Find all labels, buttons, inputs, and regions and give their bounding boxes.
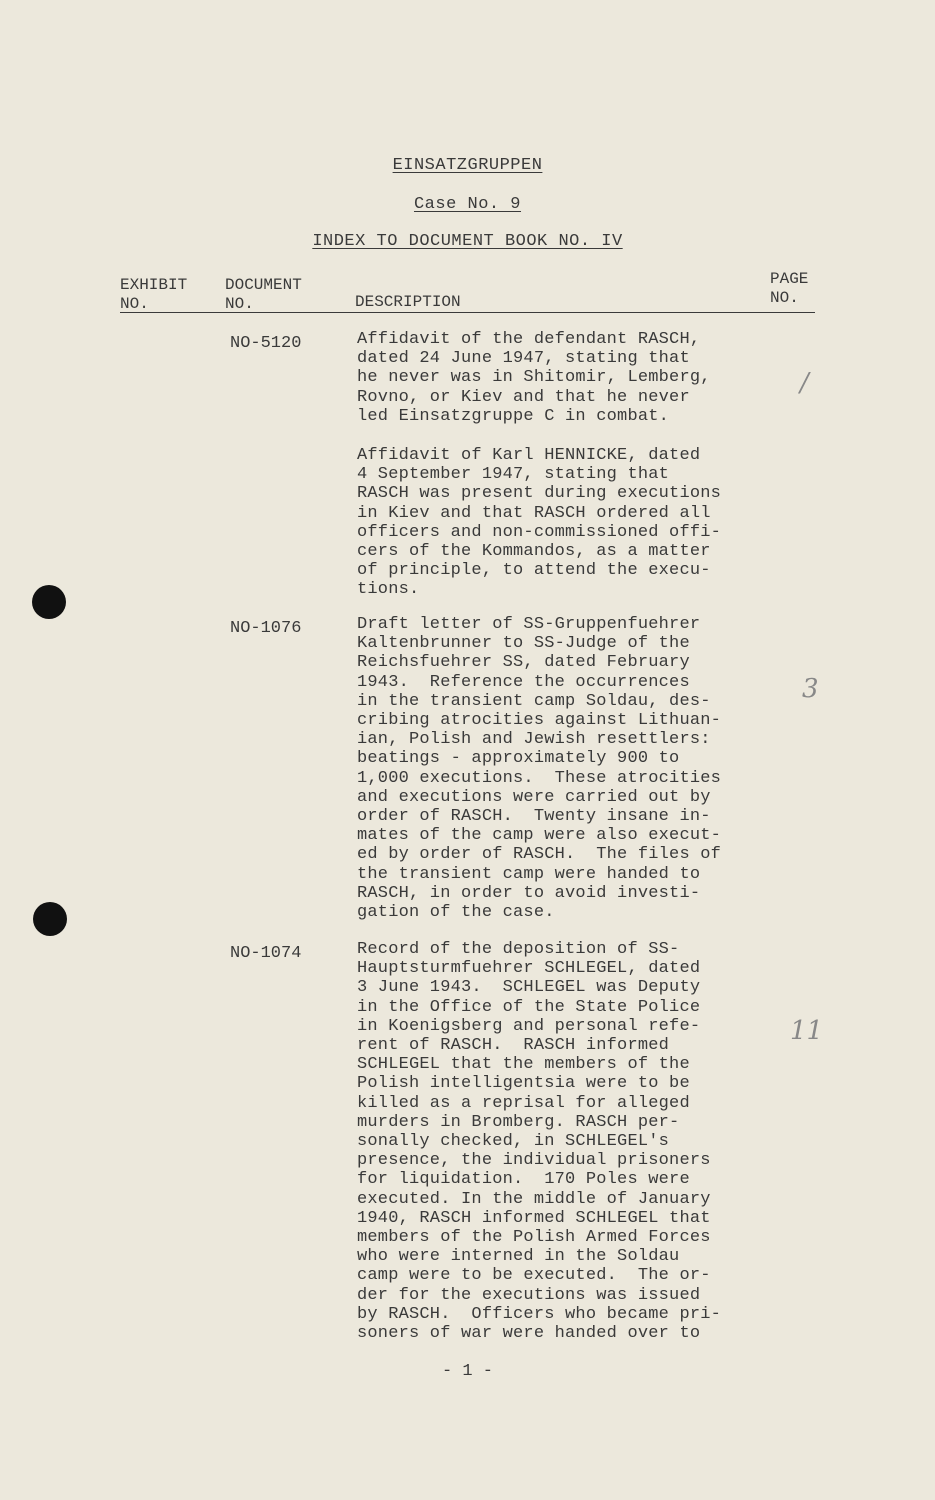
column-description: DESCRIPTION — [355, 293, 461, 311]
page-footer-number: - 1 - — [441, 1362, 493, 1381]
punch-hole-top — [32, 585, 66, 619]
column-page-no: PAGE NO. — [770, 270, 809, 307]
entry-description: Affidavit of Karl HENNICKE, dated 4 September 1947, stating that RASCH was present during executions in Kiev and that RASCH ordered all officers and non-commissioned offi- cers of the Kommandos, as a matter of principle, to attend the execu- tions. — [357, 446, 722, 600]
document-title: EINSATZGRUPPEN — [392, 156, 543, 175]
entry-description: Record of the deposition of SS- Hauptsturmfuehrer SCHLEGEL, dated 3 June 1943. SCHLEGEL was Deputy in the Office of the State Police in Koenigsberg and personal refe- rent of RASCH. RASCH informed SCHLEGEL that the members of the Polish intelligentsia were to be killed as a reprisal for alleged murders in Bromberg. RASCH per- sonally checked, in SCHLEGEL's presence, the individual prisoners for liquidation. 170 Poles were executed. In the middle of January 1940, RASCH informed SCHLEGEL that members of the Polish Armed Forces who were interned in the Soldau camp were to be executed. The or- der for the executions was issued by RASCH. Officers who became pri- soners of war were handed over to — [357, 940, 722, 1344]
page-number: 3 — [802, 674, 819, 704]
column-document-no: DOCUMENT NO. — [225, 276, 302, 313]
document-number: NO-1076 — [230, 619, 302, 638]
document-number: NO-5120 — [230, 334, 302, 353]
punch-hole-bottom — [33, 902, 67, 936]
column-exhibit-no: EXHIBIT NO. — [120, 276, 188, 313]
entry-description: Draft letter of SS-Gruppenfuehrer Kaltenbrunner to SS-Judge of the Reichsfuehrer SS, dated February 1943. Reference the occurrences in the transient camp Soldau, des- cribing atrocities against Lithuan- ian, Polish and Jewish resettlers: beatings - approximately 900 to 1,000 executions. These atrocities and executions were carried out by order of RASCH. Twenty insane in- mates of the camp were also execut- ed by order of RASCH. The files of the transient camp were handed to RASCH, in order to avoid investi- gation of the case. — [357, 615, 722, 923]
page-number: / — [800, 368, 809, 398]
page-number: 11 — [790, 1016, 824, 1046]
case-number: Case No. 9 — [413, 195, 522, 214]
index-title: INDEX TO DOCUMENT BOOK NO. IV — [312, 232, 623, 251]
entry-description: Affidavit of the defendant RASCH, dated 24 June 1947, stating that he never was in Shitomir, Lemberg, Rovno, or Kiev and that he never led Einsatzgruppe C in combat. — [357, 330, 711, 426]
document-number: NO-1074 — [230, 944, 302, 963]
header-rule — [120, 312, 815, 313]
